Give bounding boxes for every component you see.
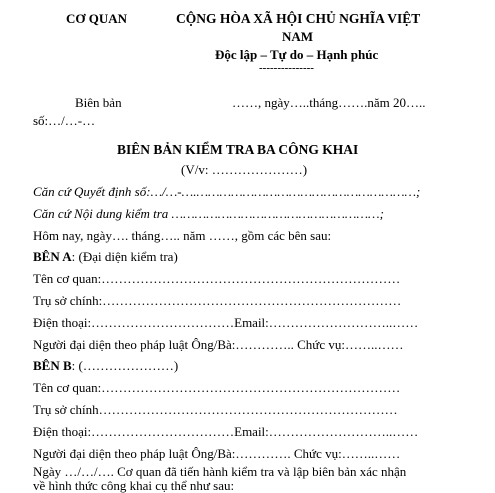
motto-rule: --------------- (259, 62, 314, 74)
party-b-role: : (…………………) (71, 358, 179, 373)
nation-title-line2: NAM (282, 29, 314, 44)
closing-line2: về hình thức công khai cụ thể như sau: (33, 478, 235, 493)
party-a-agency-name: Tên cơ quan:…………………………………………………………… (33, 271, 401, 286)
party-a-representative: Người đại diện theo pháp luật Ông/Bà:………….. Chức vụ:……..…… (33, 337, 404, 352)
place-date: ……, ngày…..tháng…….năm 20….. (232, 95, 426, 110)
party-a-label: BÊN A (33, 249, 72, 264)
party-b-representative: Người đại diện theo pháp luật Ông/Bà:…………. Chức vụ:……..…… (33, 446, 401, 461)
party-b-office: Trụ sở chính…………………………………………………………… (33, 402, 398, 417)
party-a-office: Trụ sở chính:…………………………………………………………… (33, 293, 402, 308)
record-number: số:…/…-… (33, 113, 96, 128)
party-a-heading (33, 250, 178, 263)
basis-decision: Căn cứ Quyết định số:…/…-….…………………………………………………; (33, 184, 421, 199)
intro-line: Hôm nay, ngày…. tháng….. năm ……, gồm các bên sau: (33, 228, 332, 243)
document-subject: (V/v: …………………) (181, 162, 308, 177)
closing-line1: Ngày …/…/…. Cơ quan đã tiến hành kiểm tra và lập biên bản xác nhận (33, 464, 407, 479)
party-b-agency-name: Tên cơ quan:…………………………………………………………… (33, 380, 401, 395)
agency-label: CƠ QUAN (66, 11, 128, 26)
party-a-phone-email: Điện thoại:……………………………Email:………………………..…… (33, 315, 419, 330)
document-title: BIÊN BẢN KIỂM TRA BA CÔNG KHAI (117, 142, 359, 157)
basis-content: Căn cứ Nội dung kiểm tra ………………………………………………; (33, 206, 384, 221)
party-a-role: : (Đại diện kiểm tra) (71, 249, 178, 264)
motto: Độc lập – Tự do – Hạnh phúc (215, 47, 379, 62)
nation-title-line1: CỘNG HÒA XÃ HỘI CHỦ NGHĨA VIỆT (176, 11, 421, 26)
record-label: Biên bản (75, 95, 122, 110)
party-b-label: BÊN B (33, 358, 72, 373)
party-b-phone-email: Điện thoại:……………………………Email:………………………..…… (33, 424, 419, 439)
party-b-heading (33, 359, 178, 372)
